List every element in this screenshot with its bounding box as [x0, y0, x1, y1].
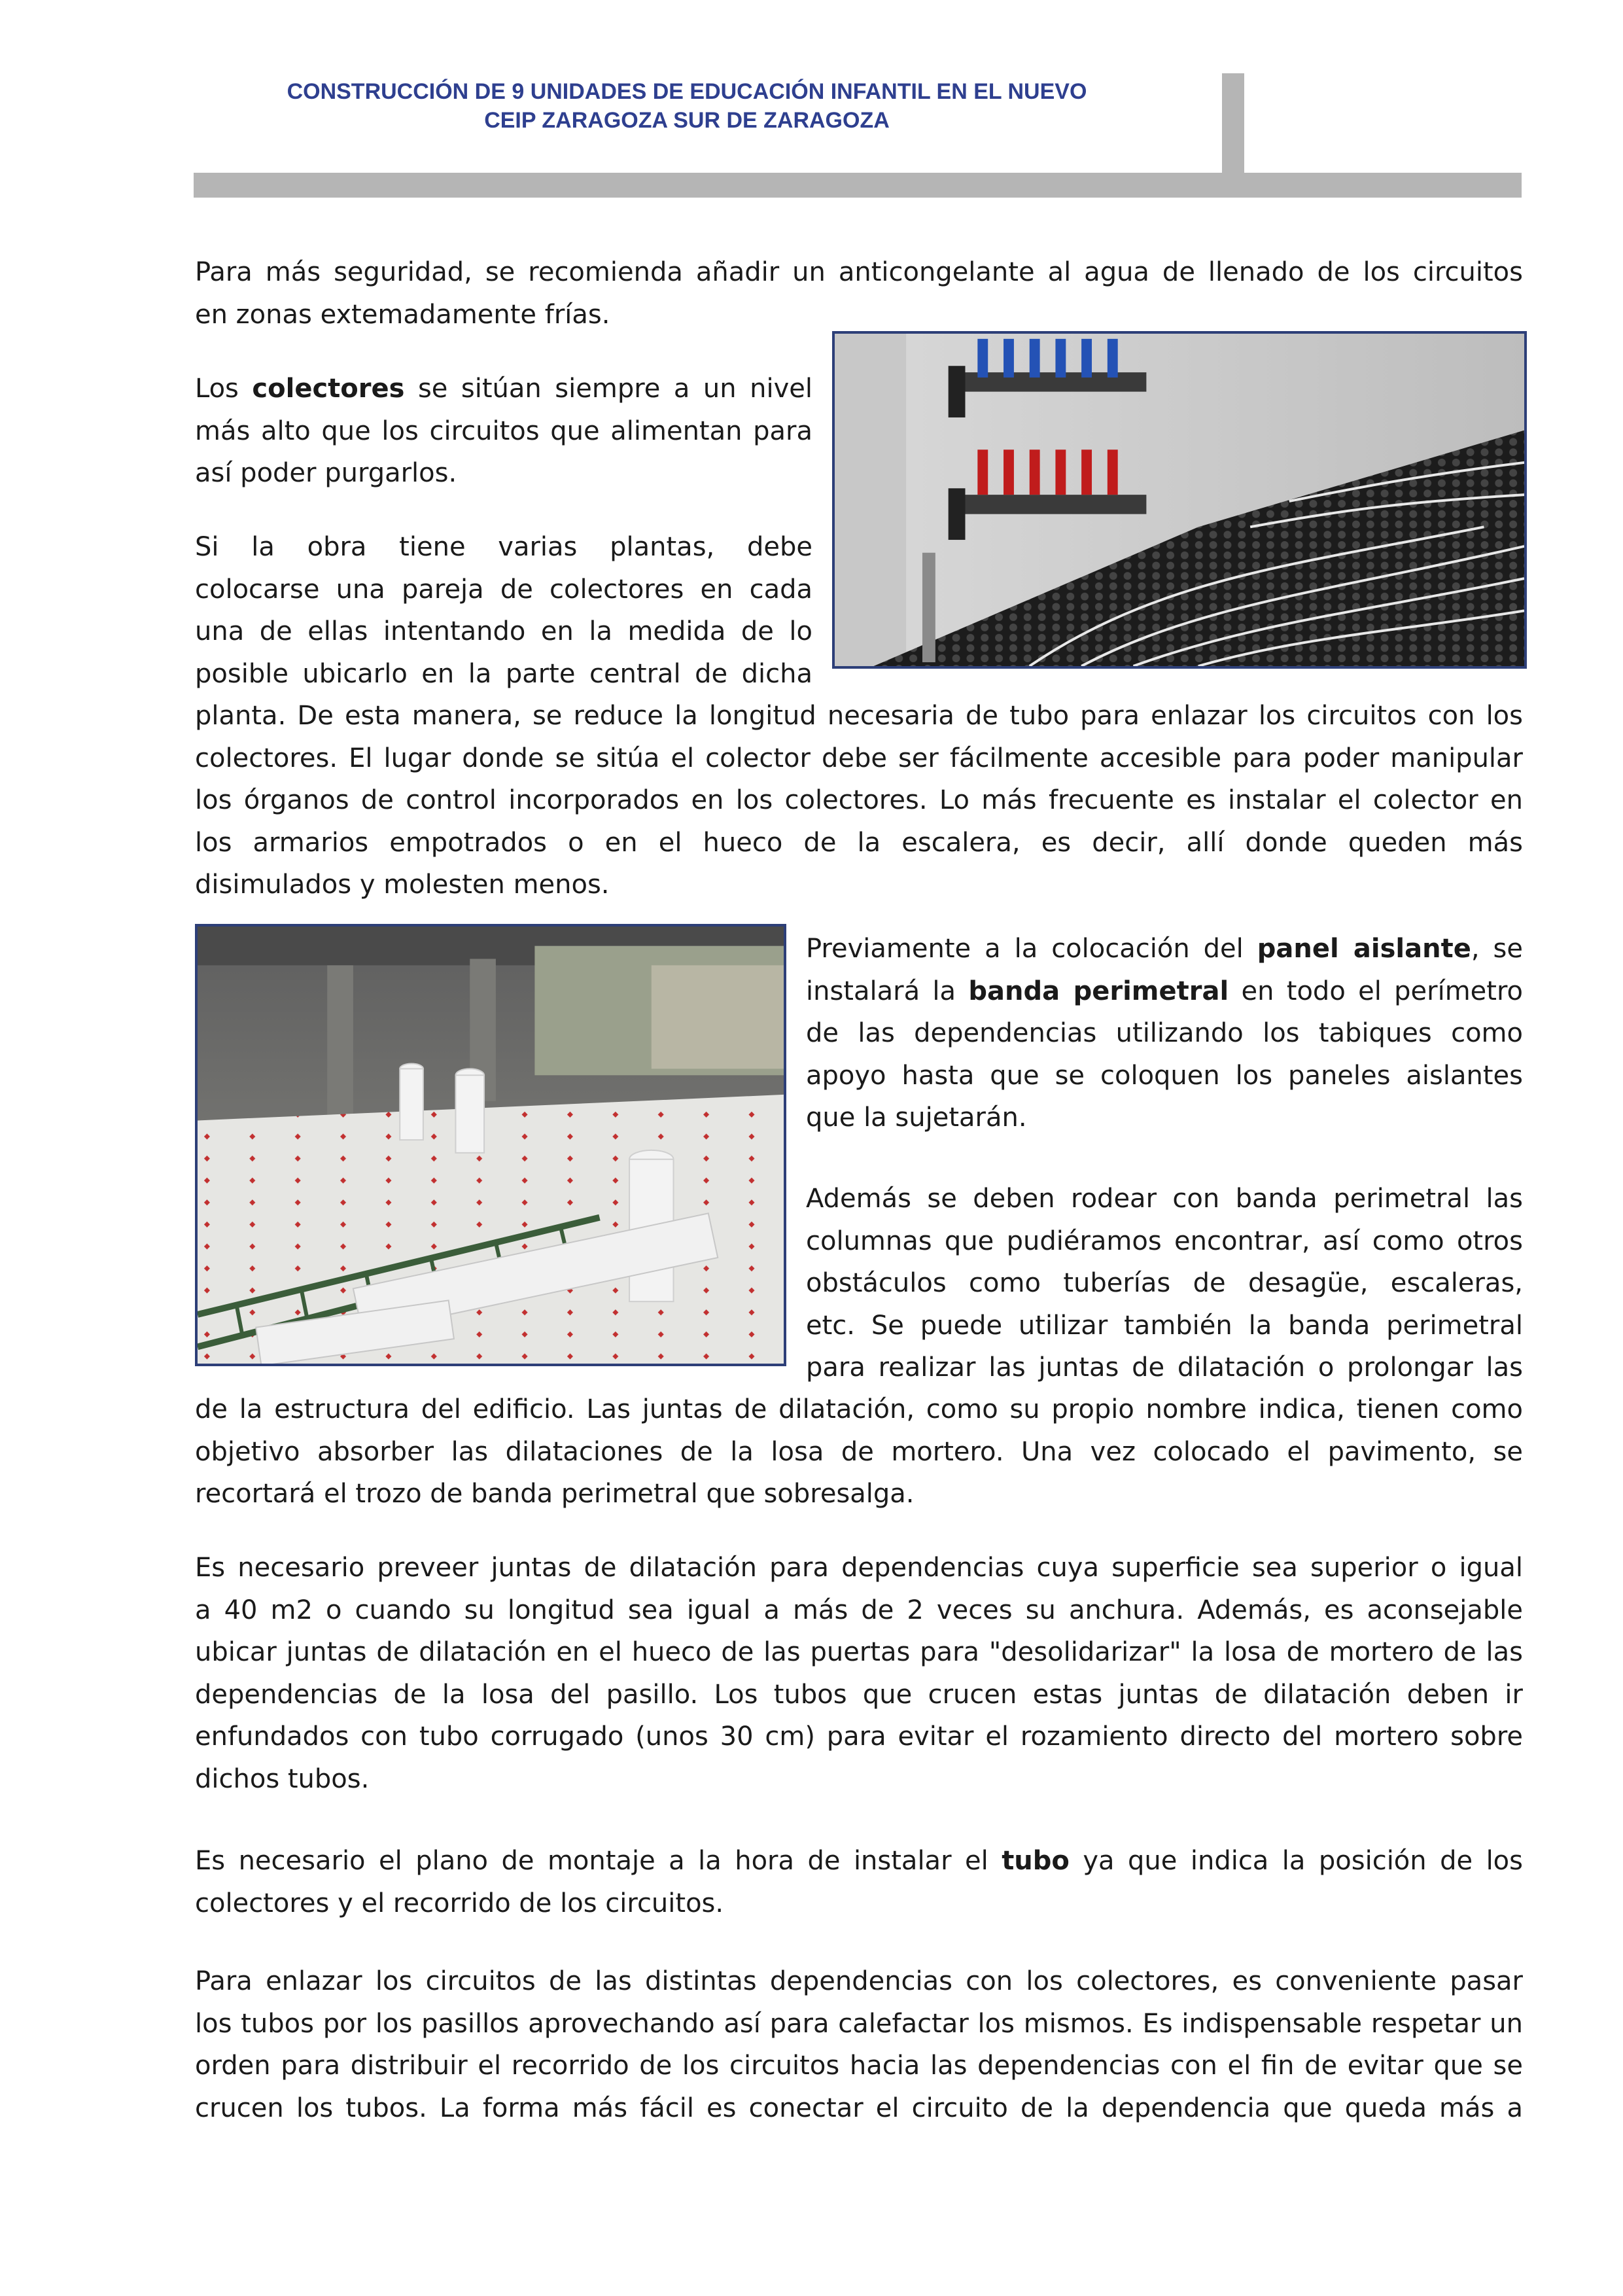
text-line: apoyo hasta que se coloquen los paneles aislantes [806, 1060, 1523, 1091]
text-line: Es necesario el plano de montaje a la hora de instalar el tubo ya que indica la posición de los [195, 1846, 1523, 1876]
text-line: Para enlazar los circuitos de las distintas dependencias con los colectores, es conveniente pasar [195, 1966, 1523, 1996]
text-line: disimulados y molesten menos. [195, 870, 610, 900]
panel-aislante-illustration [198, 927, 784, 1364]
text-line: para realizar las juntas de dilatación o prolongar las [806, 1352, 1523, 1383]
text-line: etc. Se puede utilizar también la banda perimetral [806, 1310, 1523, 1341]
text-line: ubicar juntas de dilatación en el hueco de las puertas para "desolidarizar" la losa de mortero de las [195, 1637, 1523, 1667]
paragraph-plantas-full [195, 695, 1523, 906]
bold-term-banda-perimetral: banda perimetral [968, 976, 1229, 1006]
text-line: de las dependencias utilizando los tabiques como [806, 1018, 1523, 1048]
paragraph-juntas-dilatacion [195, 1547, 1523, 1800]
paragraph-colectores [195, 368, 812, 495]
header-vertical-bar [1222, 73, 1244, 177]
text-line: los órganos de control incorporados en los colectores. Lo más frecuente es instalar el colector en [195, 785, 1523, 815]
text-line: Para más seguridad, se recomienda añadir un anticongelante al agua de llenado de los circuitos [195, 257, 1523, 287]
header-title-line-2: CEIP ZARAGOZA SUR DE ZARAGOZA [484, 108, 890, 133]
paragraph-banda-perimetral-full [195, 1388, 1523, 1515]
text-line: los tubos por los pasillos aprovechando así para calefactar los mismos. Es indispensable respetar un [195, 2008, 1523, 2039]
text-line: Previamente a la colocación del panel aislante, se [806, 934, 1523, 964]
text-line: colectores y el recorrido de los circuitos. [195, 1888, 724, 1918]
text-line: los armarios empotrados o en el hueco de la escalera, es decir, allí donde queden más [195, 827, 1523, 858]
text-line: objetivo absorber las dilataciones de la losa de mortero. Una vez colocado el pavimento, se [195, 1436, 1523, 1467]
text-line: dichos tubos. [195, 1763, 370, 1794]
text-line: colectores. El lugar donde se sitúa el colector debe ser fácilmente accesible para poder manipular [195, 743, 1523, 773]
bold-term-colectores: colectores [252, 374, 405, 404]
text-line: obstáculos como tuberías de desagüe, escaleras, [806, 1268, 1523, 1298]
text-line: Es necesario preveer juntas de dilatación para dependencias cuya superficie sea superior o igual [195, 1553, 1523, 1583]
paragraph-panel-aislante [806, 928, 1523, 1139]
header-title-line-1: CONSTRUCCIÓN DE 9 UNIDADES DE EDUCACIÓN INFANTIL EN EL NUEVO [287, 79, 1087, 104]
text-line: planta. De esta manera, se reduce la longitud necesaria de tubo para enlazar los circuitos con los [195, 701, 1523, 731]
text-line: que la sujetarán. [806, 1103, 1027, 1133]
bold-term-panel-aislante: panel aislante [1257, 934, 1471, 964]
text-line: orden para distribuir el recorrido de los circuitos hacia las dependencias con el fin de evitar que se [195, 2051, 1523, 2081]
text-line: en zonas extemadamente frías. [195, 299, 610, 330]
bold-term-tubo: tubo [1002, 1846, 1070, 1876]
text-line: instalará la banda perimetral en todo el perímetro [806, 976, 1524, 1006]
text-line: dependencias de la losa del pasillo. Los tubos que crucen estas juntas de dilatación deben ir [195, 1679, 1523, 1710]
text-line: de la estructura del edificio. Las juntas de dilatación, como su propio nombre indica, tienen como [195, 1394, 1523, 1424]
photo-panel-aislante-banda-perimetral [195, 924, 786, 1366]
paragraph-plano-montaje [195, 1840, 1523, 1924]
text-line: colocarse una pareja de colectores en cada [195, 574, 812, 605]
paragraph-anticongelante [195, 251, 1523, 336]
text-line: más alto que los circuitos que alimentan para [195, 415, 812, 446]
text-line: posible ubicarlo en la parte central de dicha [195, 658, 812, 689]
header-horizontal-bar [194, 173, 1522, 198]
photo-colector-suelo-radiante [832, 331, 1527, 669]
text-line: una de ellas intentando en la medida de lo [195, 616, 812, 646]
text-line: Si la obra tiene varias plantas, debe [195, 532, 812, 562]
text-line: Además se deben rodear con banda perimetral las [806, 1184, 1523, 1214]
paragraph-plantas-narrow [195, 526, 812, 695]
paragraph-enlazar-circuitos [195, 1960, 1523, 2129]
document-header-title [196, 77, 1178, 135]
text-line: crucen los tubos. La forma más fácil es conectar el circuito de la dependencia que queda más a [195, 2093, 1523, 2123]
paragraph-banda-perimetral-narrow [806, 1178, 1523, 1389]
text-line: así poder purgarlos. [195, 458, 457, 488]
colector-illustration [835, 334, 1524, 666]
text-line: a 40 m2 o cuando su longitud sea igual a más de 2 veces su anchura. Además, es aconsejable [195, 1595, 1523, 1625]
text-line: columnas que pudiéramos encontrar, así como otros [806, 1226, 1523, 1256]
text-line: enfundados con tubo corrugado (unos 30 cm) para evitar el rozamiento directo del mortero sobre [195, 1722, 1523, 1752]
text-line: recortará el trozo de banda perimetral que sobresalga. [195, 1479, 915, 1509]
text-line: Los colectores se sitúan siempre a un nivel [195, 374, 813, 404]
